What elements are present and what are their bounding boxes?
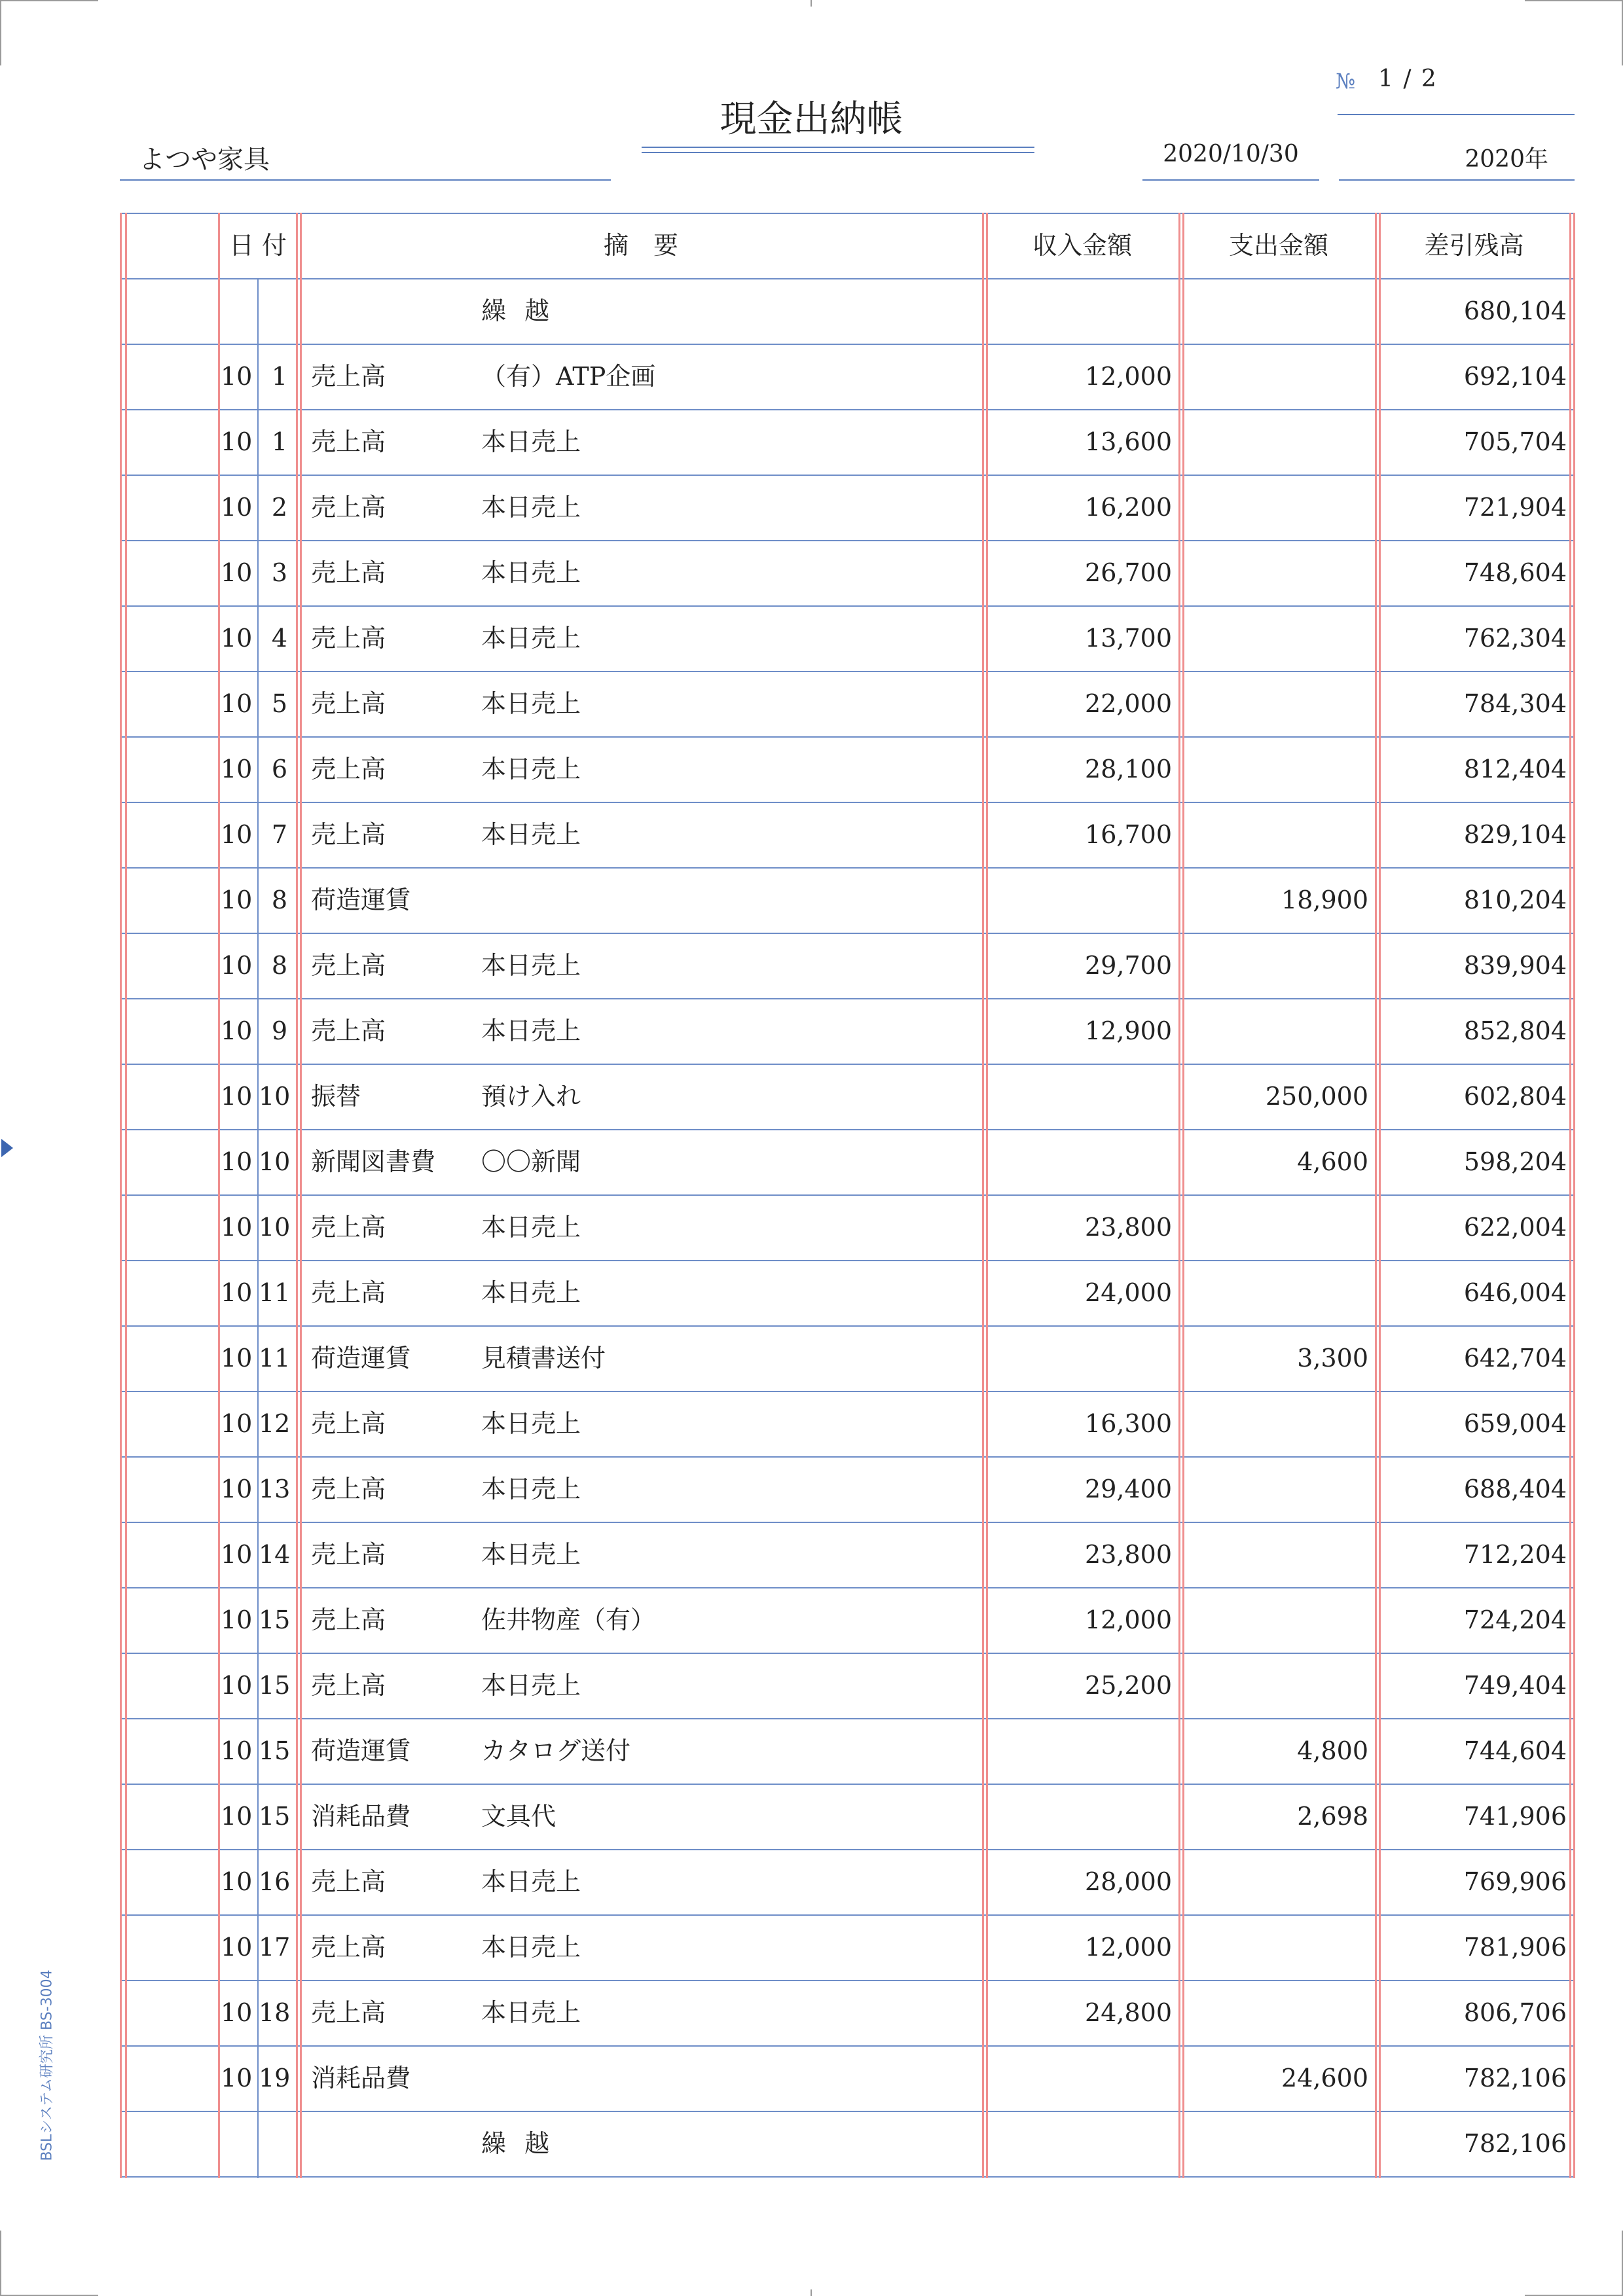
carry-forward-label: 繰 越 bbox=[481, 296, 555, 325]
document-date: 2020/10/30 bbox=[1163, 141, 1299, 168]
income-cell: 29,700 bbox=[1085, 951, 1172, 980]
header-income: 収入金額 bbox=[1032, 231, 1132, 260]
income-cell: 13,700 bbox=[1085, 624, 1172, 653]
expense-cell bbox=[1182, 1914, 1368, 1980]
income-cell bbox=[986, 1064, 1172, 1129]
day-cell: 8 bbox=[271, 951, 287, 980]
table-row bbox=[120, 1849, 1575, 1914]
description-cell: 文具代 bbox=[481, 1802, 556, 1831]
day-cell: 8 bbox=[271, 886, 287, 914]
description-cell: 本日売上 bbox=[481, 755, 581, 783]
account-cell: 売上高 bbox=[311, 1016, 386, 1045]
balance-cell: 829,104 bbox=[1463, 820, 1567, 849]
income-cell: 25,200 bbox=[1085, 1671, 1172, 1700]
table-row bbox=[120, 1064, 1575, 1129]
month-cell: 10 bbox=[221, 1540, 253, 1569]
income-cell: 26,700 bbox=[1085, 558, 1172, 587]
day-cell: 9 bbox=[271, 1016, 287, 1045]
month-cell: 10 bbox=[221, 1475, 253, 1503]
title-rule bbox=[642, 152, 1034, 153]
description-cell: 本日売上 bbox=[481, 624, 581, 653]
income-cell bbox=[986, 2045, 1172, 2111]
account-cell: 売上高 bbox=[311, 951, 386, 980]
month-cell: 10 bbox=[221, 951, 253, 980]
account-cell: 売上高 bbox=[311, 1605, 386, 1634]
form-code: BSLシステム研究所 BS-3004 bbox=[39, 1969, 56, 2161]
header-summary: 摘 要 bbox=[603, 231, 678, 260]
day-cell: 10 bbox=[259, 1213, 291, 1242]
description-cell: 本日売上 bbox=[481, 820, 581, 849]
month-cell: 10 bbox=[221, 1605, 253, 1634]
description-cell: 〇〇新聞 bbox=[481, 1147, 581, 1176]
expense-cell: 4,600 bbox=[1297, 1147, 1368, 1176]
description-cell: 本日売上 bbox=[481, 689, 581, 718]
center-mark bbox=[811, 2289, 812, 2296]
account-cell: 売上高 bbox=[311, 755, 386, 783]
month-cell: 10 bbox=[221, 362, 253, 391]
income-cell: 24,000 bbox=[1085, 1278, 1172, 1307]
balance-cell: 646,004 bbox=[1463, 1278, 1567, 1307]
day-cell: 7 bbox=[271, 820, 287, 849]
balance-cell: 724,204 bbox=[1463, 1605, 1567, 1634]
balance-cell: 642,704 bbox=[1463, 1344, 1567, 1372]
month-cell: 10 bbox=[221, 427, 253, 456]
day-cell: 10 bbox=[259, 1147, 291, 1176]
expense-cell bbox=[1182, 1456, 1368, 1522]
day-cell: 15 bbox=[259, 1802, 291, 1831]
income-cell: 28,100 bbox=[1085, 755, 1172, 783]
page-title: 現金出納帳 bbox=[720, 98, 903, 141]
income-cell: 29,400 bbox=[1085, 1475, 1172, 1503]
account-cell: 売上高 bbox=[311, 558, 386, 587]
account-cell: 売上高 bbox=[311, 427, 386, 456]
balance-cell: 839,904 bbox=[1463, 951, 1567, 980]
expense-cell bbox=[1182, 1260, 1368, 1325]
expense-cell bbox=[1182, 736, 1368, 802]
table-row bbox=[120, 475, 1575, 540]
table-row bbox=[120, 998, 1575, 1064]
table-row bbox=[120, 1718, 1575, 1784]
table-row bbox=[120, 802, 1575, 867]
crop-mark bbox=[0, 2231, 1, 2296]
day-cell: 12 bbox=[259, 1409, 291, 1438]
account-cell: 売上高 bbox=[311, 1540, 386, 1569]
day-cell: 14 bbox=[259, 1540, 291, 1569]
table-row bbox=[120, 1587, 1575, 1653]
month-cell: 10 bbox=[221, 1933, 253, 1962]
expense-cell bbox=[1182, 409, 1368, 475]
day-cell: 3 bbox=[271, 558, 287, 587]
day-cell: 1 bbox=[271, 427, 287, 456]
expense-cell bbox=[1182, 998, 1368, 1064]
account-cell: 売上高 bbox=[311, 493, 386, 522]
expense-cell bbox=[1182, 933, 1368, 998]
side-arrow-icon bbox=[1, 1139, 13, 1157]
description-cell: 佐井物産（有） bbox=[481, 1605, 656, 1634]
description-cell: 本日売上 bbox=[481, 493, 581, 522]
page-number: 1 / 2 bbox=[1378, 65, 1438, 92]
description-cell: 本日売上 bbox=[481, 1998, 581, 2027]
date-rule bbox=[1142, 179, 1319, 181]
year-rule bbox=[1339, 179, 1575, 181]
table-row bbox=[120, 540, 1575, 605]
description-cell: （有）ATP企画 bbox=[481, 362, 656, 391]
day-cell: 15 bbox=[259, 1671, 291, 1700]
balance-cell: 622,004 bbox=[1463, 1213, 1567, 1242]
header-expense: 支出金額 bbox=[1228, 231, 1328, 260]
balance-cell: 749,404 bbox=[1463, 1671, 1567, 1700]
month-cell: 10 bbox=[221, 1213, 253, 1242]
table-row bbox=[120, 344, 1575, 409]
balance-cell: 782,106 bbox=[1463, 2129, 1567, 2158]
day-cell: 15 bbox=[259, 1605, 291, 1634]
account-cell: 消耗品費 bbox=[311, 1802, 411, 1831]
account-cell: 新聞図書費 bbox=[311, 1147, 436, 1176]
crop-mark bbox=[0, 0, 98, 1]
center-mark bbox=[811, 0, 812, 7]
income-cell: 23,800 bbox=[1085, 1213, 1172, 1242]
month-cell: 10 bbox=[221, 1016, 253, 1045]
day-cell: 11 bbox=[259, 1344, 291, 1372]
month-cell: 10 bbox=[221, 558, 253, 587]
carry-forward-row bbox=[120, 278, 1575, 344]
balance-cell: 741,906 bbox=[1463, 1802, 1567, 1831]
month-cell: 10 bbox=[221, 1671, 253, 1700]
expense-cell bbox=[1182, 540, 1368, 605]
month-cell: 10 bbox=[221, 1344, 253, 1372]
day-cell: 6 bbox=[271, 755, 287, 783]
month-cell: 10 bbox=[221, 1147, 253, 1176]
page-number-label: № bbox=[1336, 69, 1356, 94]
day-cell: 4 bbox=[271, 624, 287, 653]
day-cell: 16 bbox=[259, 1867, 291, 1896]
expense-cell: 3,300 bbox=[1297, 1344, 1368, 1372]
expense-cell: 4,800 bbox=[1297, 1736, 1368, 1765]
description-cell: 本日売上 bbox=[481, 1933, 581, 1962]
month-cell: 10 bbox=[221, 1802, 253, 1831]
income-cell: 12,000 bbox=[1085, 1933, 1172, 1962]
income-cell: 22,000 bbox=[1085, 689, 1172, 718]
table-row bbox=[120, 409, 1575, 475]
income-cell: 13,600 bbox=[1085, 427, 1172, 456]
income-cell bbox=[986, 1325, 1172, 1391]
description-cell: カタログ送付 bbox=[481, 1736, 631, 1765]
income-cell: 16,300 bbox=[1085, 1409, 1172, 1438]
balance-cell: 659,004 bbox=[1463, 1409, 1567, 1438]
account-cell: 消耗品費 bbox=[311, 2064, 411, 2092]
balance-cell: 705,704 bbox=[1463, 427, 1567, 456]
income-cell: 12,000 bbox=[1085, 1605, 1172, 1634]
balance-cell: 688,404 bbox=[1463, 1475, 1567, 1503]
description-cell: 本日売上 bbox=[481, 558, 581, 587]
expense-cell: 250,000 bbox=[1265, 1082, 1368, 1111]
expense-cell bbox=[1182, 1587, 1368, 1653]
table-row bbox=[120, 1653, 1575, 1718]
expense-cell bbox=[1182, 1391, 1368, 1456]
balance-cell: 680,104 bbox=[1463, 296, 1567, 325]
account-cell: 売上高 bbox=[311, 362, 386, 391]
income-cell: 24,800 bbox=[1085, 1998, 1172, 2027]
company-name: よつや家具 bbox=[139, 145, 270, 175]
description-cell: 本日売上 bbox=[481, 951, 581, 980]
cash-ledger-table bbox=[120, 213, 1575, 2178]
expense-cell bbox=[1182, 1522, 1368, 1587]
table-row bbox=[120, 1980, 1575, 2045]
balance-cell: 692,104 bbox=[1463, 362, 1567, 391]
day-cell: 11 bbox=[259, 1278, 291, 1307]
day-cell: 19 bbox=[259, 2064, 291, 2092]
expense-cell bbox=[1182, 1849, 1368, 1914]
account-cell: 売上高 bbox=[311, 1409, 386, 1438]
day-cell: 1 bbox=[271, 362, 287, 391]
month-cell: 10 bbox=[221, 1867, 253, 1896]
account-cell: 振替 bbox=[311, 1082, 361, 1111]
day-cell: 2 bbox=[271, 493, 287, 522]
balance-cell: 744,604 bbox=[1463, 1736, 1567, 1765]
income-cell bbox=[986, 1129, 1172, 1194]
expense-cell bbox=[1182, 1653, 1368, 1718]
description-cell: 本日売上 bbox=[481, 1475, 581, 1503]
income-cell: 28,000 bbox=[1085, 1867, 1172, 1896]
account-cell: 売上高 bbox=[311, 1278, 386, 1307]
month-cell: 10 bbox=[221, 1278, 253, 1307]
month-cell: 10 bbox=[221, 689, 253, 718]
description-cell: 本日売上 bbox=[481, 1409, 581, 1438]
balance-cell: 812,404 bbox=[1463, 755, 1567, 783]
crop-mark bbox=[0, 0, 1, 65]
title-rule bbox=[642, 147, 1034, 148]
account-cell: 荷造運賃 bbox=[311, 1344, 411, 1372]
month-cell: 10 bbox=[221, 1998, 253, 2027]
balance-cell: 782,106 bbox=[1463, 2064, 1567, 2092]
expense-cell bbox=[1182, 1194, 1368, 1260]
expense-cell: 2,698 bbox=[1297, 1802, 1368, 1831]
account-cell: 売上高 bbox=[311, 1671, 386, 1700]
header-balance: 差引残高 bbox=[1424, 231, 1524, 260]
account-cell: 売上高 bbox=[311, 689, 386, 718]
income-cell bbox=[986, 1784, 1172, 1849]
day-cell: 10 bbox=[259, 1082, 291, 1111]
table-row bbox=[120, 671, 1575, 736]
row-rule bbox=[120, 2176, 1575, 2178]
month-cell: 10 bbox=[221, 820, 253, 849]
account-cell: 売上高 bbox=[311, 1933, 386, 1962]
income-cell: 16,700 bbox=[1085, 820, 1172, 849]
month-cell: 10 bbox=[221, 493, 253, 522]
table-row bbox=[120, 1456, 1575, 1522]
balance-cell: 748,604 bbox=[1463, 558, 1567, 587]
balance-cell: 769,906 bbox=[1463, 1867, 1567, 1896]
carry-forward-row bbox=[120, 2111, 1575, 2176]
expense-cell bbox=[1182, 802, 1368, 867]
expense-cell bbox=[1182, 475, 1368, 540]
table-row bbox=[120, 736, 1575, 802]
month-cell: 10 bbox=[221, 755, 253, 783]
balance-cell: 806,706 bbox=[1463, 1998, 1567, 2027]
crop-mark bbox=[1525, 0, 1623, 1]
account-cell: 売上高 bbox=[311, 1475, 386, 1503]
balance-cell: 784,304 bbox=[1463, 689, 1567, 718]
expense-cell: 18,900 bbox=[1281, 886, 1368, 914]
account-cell: 売上高 bbox=[311, 624, 386, 653]
fiscal-year: 2020年 bbox=[1465, 146, 1548, 173]
table-row bbox=[120, 1784, 1575, 1849]
income-cell: 23,800 bbox=[1085, 1540, 1172, 1569]
description-cell: 本日売上 bbox=[481, 1213, 581, 1242]
description-cell: 見積書送付 bbox=[481, 1344, 606, 1372]
table-row bbox=[120, 1391, 1575, 1456]
account-cell: 荷造運賃 bbox=[311, 1736, 411, 1765]
description-cell: 本日売上 bbox=[481, 1867, 581, 1896]
month-cell: 10 bbox=[221, 886, 253, 914]
header-date: 日 付 bbox=[228, 231, 287, 260]
income-cell bbox=[986, 867, 1172, 933]
income-cell: 12,000 bbox=[1085, 362, 1172, 391]
account-cell: 売上高 bbox=[311, 1998, 386, 2027]
expense-cell bbox=[1182, 671, 1368, 736]
description-cell: 本日売上 bbox=[481, 1278, 581, 1307]
table-row bbox=[120, 2045, 1575, 2111]
balance-cell: 598,204 bbox=[1463, 1147, 1567, 1176]
balance-cell: 762,304 bbox=[1463, 624, 1567, 653]
month-cell: 10 bbox=[221, 1082, 253, 1111]
month-cell: 10 bbox=[221, 2064, 253, 2092]
expense-cell bbox=[1182, 344, 1368, 409]
table-row bbox=[120, 1129, 1575, 1194]
account-cell: 売上高 bbox=[311, 1867, 386, 1896]
expense-cell: 24,600 bbox=[1281, 2064, 1368, 2092]
balance-cell: 721,904 bbox=[1463, 493, 1567, 522]
table-row bbox=[120, 1522, 1575, 1587]
description-cell: 本日売上 bbox=[481, 1540, 581, 1569]
day-cell: 18 bbox=[259, 1998, 291, 2027]
balance-cell: 602,804 bbox=[1463, 1082, 1567, 1111]
income-cell: 16,200 bbox=[1085, 493, 1172, 522]
balance-cell: 712,204 bbox=[1463, 1540, 1567, 1569]
day-cell: 15 bbox=[259, 1736, 291, 1765]
day-cell: 13 bbox=[259, 1475, 291, 1503]
table-row bbox=[120, 1914, 1575, 1980]
carry-forward-label: 繰 越 bbox=[481, 2129, 555, 2158]
description-cell: 本日売上 bbox=[481, 1016, 581, 1045]
description-cell: 本日売上 bbox=[481, 427, 581, 456]
day-cell: 17 bbox=[259, 1933, 291, 1962]
table-row bbox=[120, 933, 1575, 998]
account-cell: 荷造運賃 bbox=[311, 886, 411, 914]
month-cell: 10 bbox=[221, 1736, 253, 1765]
month-cell: 10 bbox=[221, 1409, 253, 1438]
expense-cell bbox=[1182, 605, 1368, 671]
table-row bbox=[120, 1325, 1575, 1391]
day-cell: 5 bbox=[271, 689, 287, 718]
table-row bbox=[120, 867, 1575, 933]
income-cell: 12,900 bbox=[1085, 1016, 1172, 1045]
income-cell bbox=[986, 1718, 1172, 1784]
account-cell: 売上高 bbox=[311, 1213, 386, 1242]
table-row bbox=[120, 1260, 1575, 1325]
account-cell: 売上高 bbox=[311, 820, 386, 849]
description-cell: 預け入れ bbox=[481, 1082, 581, 1111]
expense-cell bbox=[1182, 1980, 1368, 2045]
table-row bbox=[120, 605, 1575, 671]
balance-cell: 810,204 bbox=[1463, 886, 1567, 914]
balance-cell: 781,906 bbox=[1463, 1933, 1567, 1962]
table-row bbox=[120, 1194, 1575, 1260]
company-rule bbox=[120, 179, 611, 181]
description-cell: 本日売上 bbox=[481, 1671, 581, 1700]
month-cell: 10 bbox=[221, 624, 253, 653]
balance-cell: 852,804 bbox=[1463, 1016, 1567, 1045]
